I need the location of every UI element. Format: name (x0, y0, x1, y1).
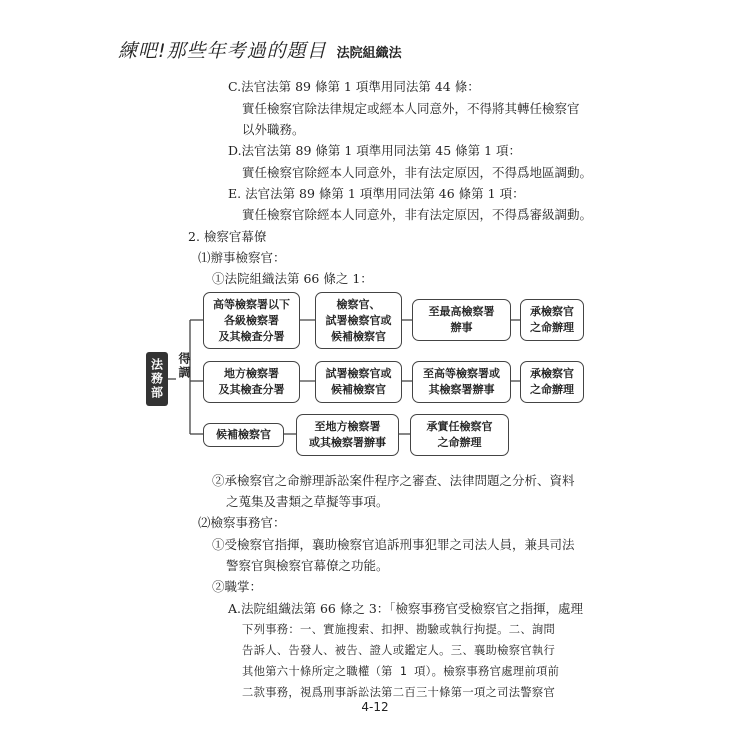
diagram-node: 至最高檢察署 辦事 (412, 299, 511, 341)
text-line: E. 法官法第 89 條第 1 項準用同法第 46 條第 1 項： (228, 186, 525, 201)
root-node: 法務部 (146, 352, 168, 406)
quote-line: 告訴人、告發人、被告、證人或鑑定人。三、襄助檢察官執行 (242, 644, 556, 657)
text-line: 之蒐集及書類之草擬等事項。 (226, 494, 389, 509)
text-line: ①受檢察官指揮，襄助檢察官追訴刑事犯罪之司法人員，兼具司法 (212, 537, 575, 552)
diagram-node: 承檢察官 之命辦理 (520, 361, 584, 403)
diagram-node: 檢察官、 試署檢察官或 候補檢察官 (315, 292, 402, 349)
quote-line: 二款事務，視爲刑事訴訟法第二百三十條第一項之司法警察官 (242, 686, 556, 699)
text-line: A.法院組織法第 66 條之 3：「檢察事務官受檢察官之指揮，處理 (228, 601, 584, 616)
diagram-node: 地方檢察署 及其檢查分署 (203, 361, 300, 403)
diagram-node: 高等檢察署以下 各級檢察署 及其檢查分署 (203, 292, 300, 349)
diagram-node: 試署檢察官或 候補檢察官 (315, 361, 402, 403)
chapter-topic: 法院組織法 (336, 46, 402, 61)
diagram-node: 承實任檢察官 之命辦理 (410, 414, 509, 456)
diagram-node: 承檢察官 之命辦理 (520, 299, 584, 341)
text-line: C.法官法第 89 條第 1 項準用同法第 44 條： (228, 79, 480, 94)
page-number: 4-12 (361, 700, 389, 714)
text-line: 以外職務。 (242, 122, 305, 137)
diagram-node: 至高等檢察署或 其檢察署辦事 (412, 361, 511, 403)
chapter-script-title: 練吧!那些年考過的題目 (118, 40, 327, 62)
text-line: ①法院組織法第 66 條之 1： (212, 271, 373, 286)
quote-line: 下列事務：一、實施搜索、扣押、勘驗或執行拘提。二、詢問 (242, 623, 556, 636)
text-line: ②承檢察官之命辦理訴訟案件程序之審查、法律問題之分析、資料 (212, 473, 575, 488)
diagram-node: 至地方檢察署 或其檢察署辦事 (296, 414, 399, 456)
text-line: ②職掌： (212, 579, 263, 594)
text-line: 實任檢察官除法律規定或經本人同意外，不得將其轉任檢察官 (242, 101, 580, 116)
subsection-heading: ⑴辦事檢察官： (198, 250, 286, 265)
text-line: 實任檢察官除經本人同意外，非有法定原因，不得爲審級調動。 (242, 207, 593, 222)
section-heading: 2. 檢察官幕僚 (188, 229, 267, 244)
text-line: D.法官法第 89 條第 1 項準用同法第 45 條第 1 項： (228, 143, 522, 158)
subsection-heading: ⑵檢察事務官： (198, 515, 286, 530)
text-line: 實任檢察官除經本人同意外，非有法定原因，不得爲地區調動。 (242, 165, 593, 180)
relation-label: 得調 (177, 352, 191, 380)
text-line: 警察官與檢察官幕僚之功能。 (226, 558, 389, 573)
diagram-node: 候補檢察官 (203, 423, 284, 447)
quote-line: 其他第六十條所定之職權（第 1 項）。檢察事務官處理前項前 (242, 665, 560, 678)
